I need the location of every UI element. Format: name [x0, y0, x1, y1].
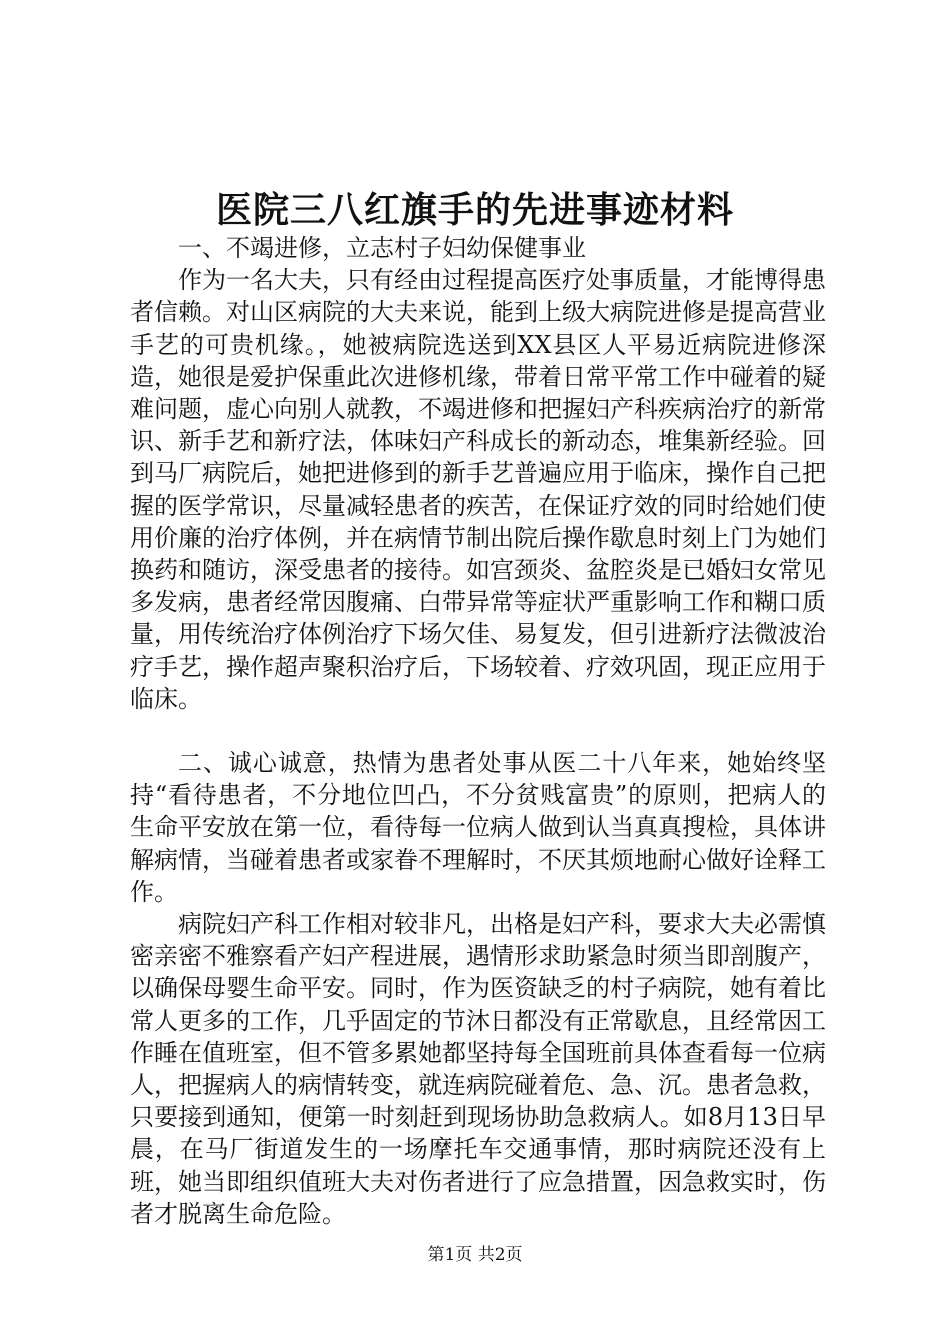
section-heading-2: 二、诚心诚意，热情为患者处事从医二十八年来，她始终坚持“看待患者，不分地位凹凸，不分贫贱富贵”的原则，把病人的生命平安放在第一位，看待每一位病人做到认当真真搜检，具体讲解病情，当碰着患者或家眷不理解时，不厌其烦地耐心做好诠释工作。	[130, 749, 826, 906]
paragraph-2: 病院妇产科工作相对较非凡，出格是妇产科，要求大夫必需慎密亲密不雅察看产妇产程进展，遇情形求助紧急时须当即剖腹产，以确保母婴生命平安。同时，作为医资缺乏的村子病院，她有着比常人更多的工作，几乎固定的节沐日都没有正常歇息，且经常因工作睡在值班室，但不管多累她都坚持每全国班前具体查看每一位病人，把握病人的病情转变，就连病院碰着危、急、沉。患者急救，只要接到通知，便第一时刻赶到现场协助急救病人。如8月13日早晨，在马厂街道发生的一场摩托车交通事情，那时病院还没有上班，她当即组织值班大夫对伤者进行了应急措置，因急救实时，伤者才脱离生命危险。	[130, 910, 826, 1228]
section-heading-1: 一、不竭进修，立志村子妇幼保健事业	[178, 234, 586, 262]
paragraph-1: 作为一名大夫，只有经由过程提高医疗处事质量，才能博得患者信赖。对山区病院的大夫来说，能到上级大病院进修是提高营业手艺的可贵机缘。，她被病院选送到XX县区人平易近病院进修深造，她很是爱护保重此次进修机缘，带着日常平常工作中碰着的疑难问题，虚心向别人就教，不竭进修和把握妇产科疾病治疗的新常识、新手艺和新疗法，体味妇产科成长的新动态，堆集新经验。回到马厂病院后，她把进修到的新手艺普遍应用于临床，操作自己把握的医学常识，尽量减轻患者的疾苦，在保证疗效的同时给她们使用价廉的治疗体例，并在病情节制出院后操作歇息时刻上门为她们换药和随访，深受患者的接待。如宫颈炎、盆腔炎是已婚妇女常见多发病，患者经常因腹痛、白带异常等症状严重影响工作和糊口质量，用传统治疗体例治疗下场欠佳、易复发，但引进新疗法微波治疗手艺，操作超声聚积治疗后，下场较着、疗效巩固，现正应用于临床。	[130, 266, 826, 713]
document-body	[130, 232, 826, 1230]
document-title: 医院三八红旗手的先进事迹材料	[215, 189, 734, 231]
page-footer: 第1页 共2页	[427, 1245, 523, 1265]
